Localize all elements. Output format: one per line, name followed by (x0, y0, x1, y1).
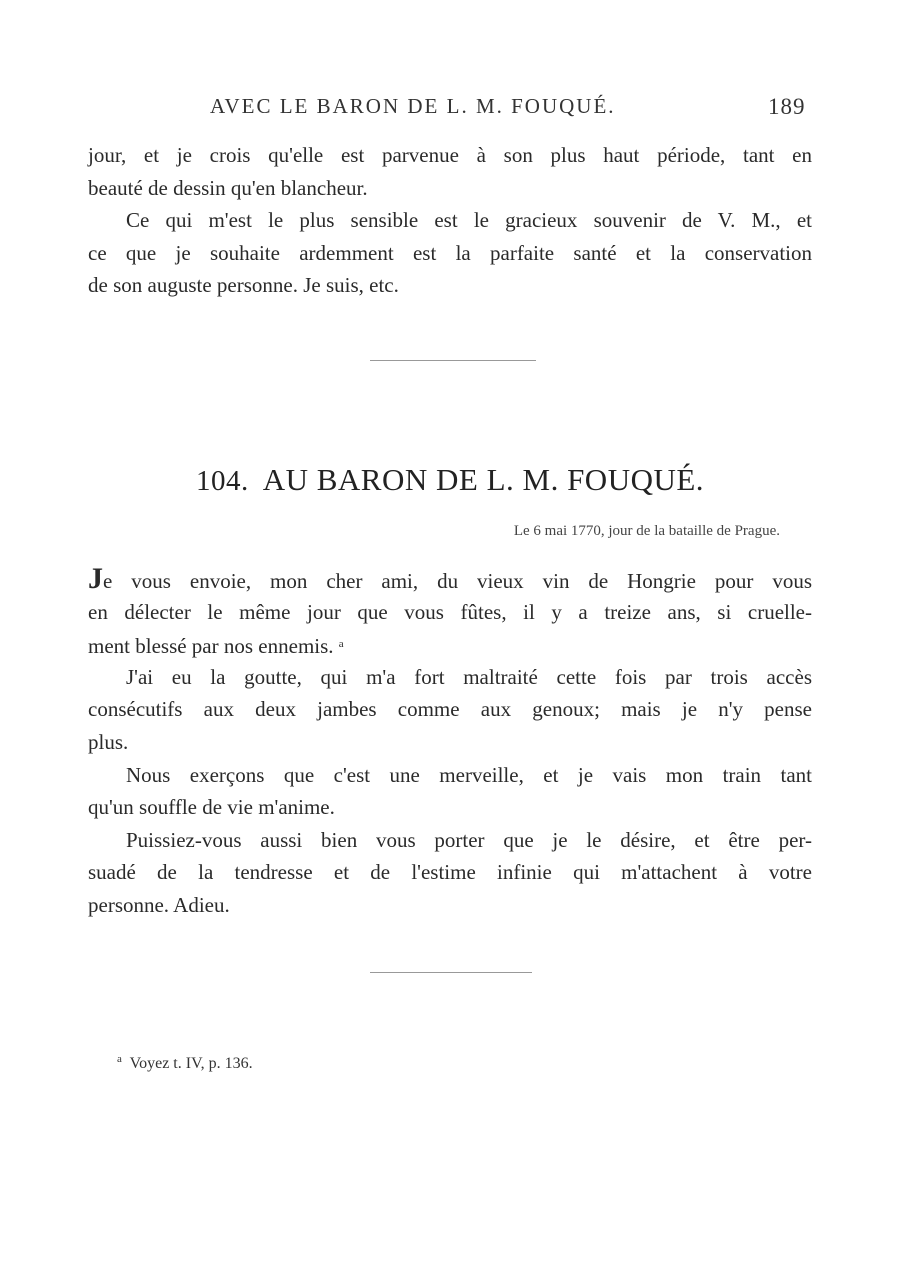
text-line: jour, et je crois qu'elle est parvenue à son plus haut période, tant en (88, 143, 812, 167)
text-line: J'ai eu la goutte, qui m'a fort maltraité cette fois par trois accès (126, 664, 812, 689)
text-line: suadé de la tendresse et de l'estime infinie qui m'attachent à votre (88, 860, 812, 885)
text-line-content: e vous envoie, mon cher ami, du vieux vin de Hongrie pour vous (103, 569, 812, 593)
text-line: Ce qui m'est le plus sensible est le gracieux souvenir de V. M., et (126, 208, 812, 233)
text-line-content: ment blessé par nos ennemis. (88, 634, 334, 659)
text-line (88, 628, 812, 661)
text-line: personne. Adieu. (88, 892, 230, 917)
letter-title: AU BARON DE L. M. FOUQUÉ. (262, 462, 705, 497)
section-divider (370, 360, 536, 361)
footnote-text: Voyez t. IV, p. 136. (129, 1055, 253, 1072)
section-divider (370, 972, 532, 973)
text-line: consécutifs aux deux jambes comme aux genoux; mais je n'y pense (88, 697, 812, 722)
footnote (117, 1053, 253, 1073)
text-line: qu'un souffle de vie m'anime. (88, 795, 335, 820)
text-line: ce que je souhaite ardemment est la parfaite santé et la conservation (88, 240, 812, 265)
letter-number: 104. (195, 465, 249, 497)
text-line: Puissiez-vous aussi bien vous porter que je le désire, et être per- (126, 827, 812, 852)
drop-letter: J (88, 562, 103, 595)
text-line: en délecter le même jour que vous fûtes, il y a treize ans, si cruelle- (88, 599, 812, 624)
page-number: 189 (768, 94, 806, 119)
footnote-ref[interactable]: a (338, 638, 344, 651)
letter-heading (0, 462, 900, 498)
text-line (88, 563, 812, 596)
text-line: de son auguste personne. Je suis, etc. (88, 273, 399, 298)
text-line: beauté de dessin qu'en blancheur. (88, 175, 368, 200)
footnote-marker: a (117, 1053, 122, 1065)
text-line: Nous exerçons que c'est une merveille, et je vais mon train tant (126, 762, 812, 787)
text-line: plus. (88, 729, 129, 754)
letter-body (88, 563, 812, 922)
running-head-title: AVEC LE BARON DE L. M. FOUQUÉ. (210, 94, 616, 118)
continued-text (88, 139, 812, 302)
dateline: Le 6 mai 1770, jour de la bataille de Prague. (513, 523, 780, 539)
